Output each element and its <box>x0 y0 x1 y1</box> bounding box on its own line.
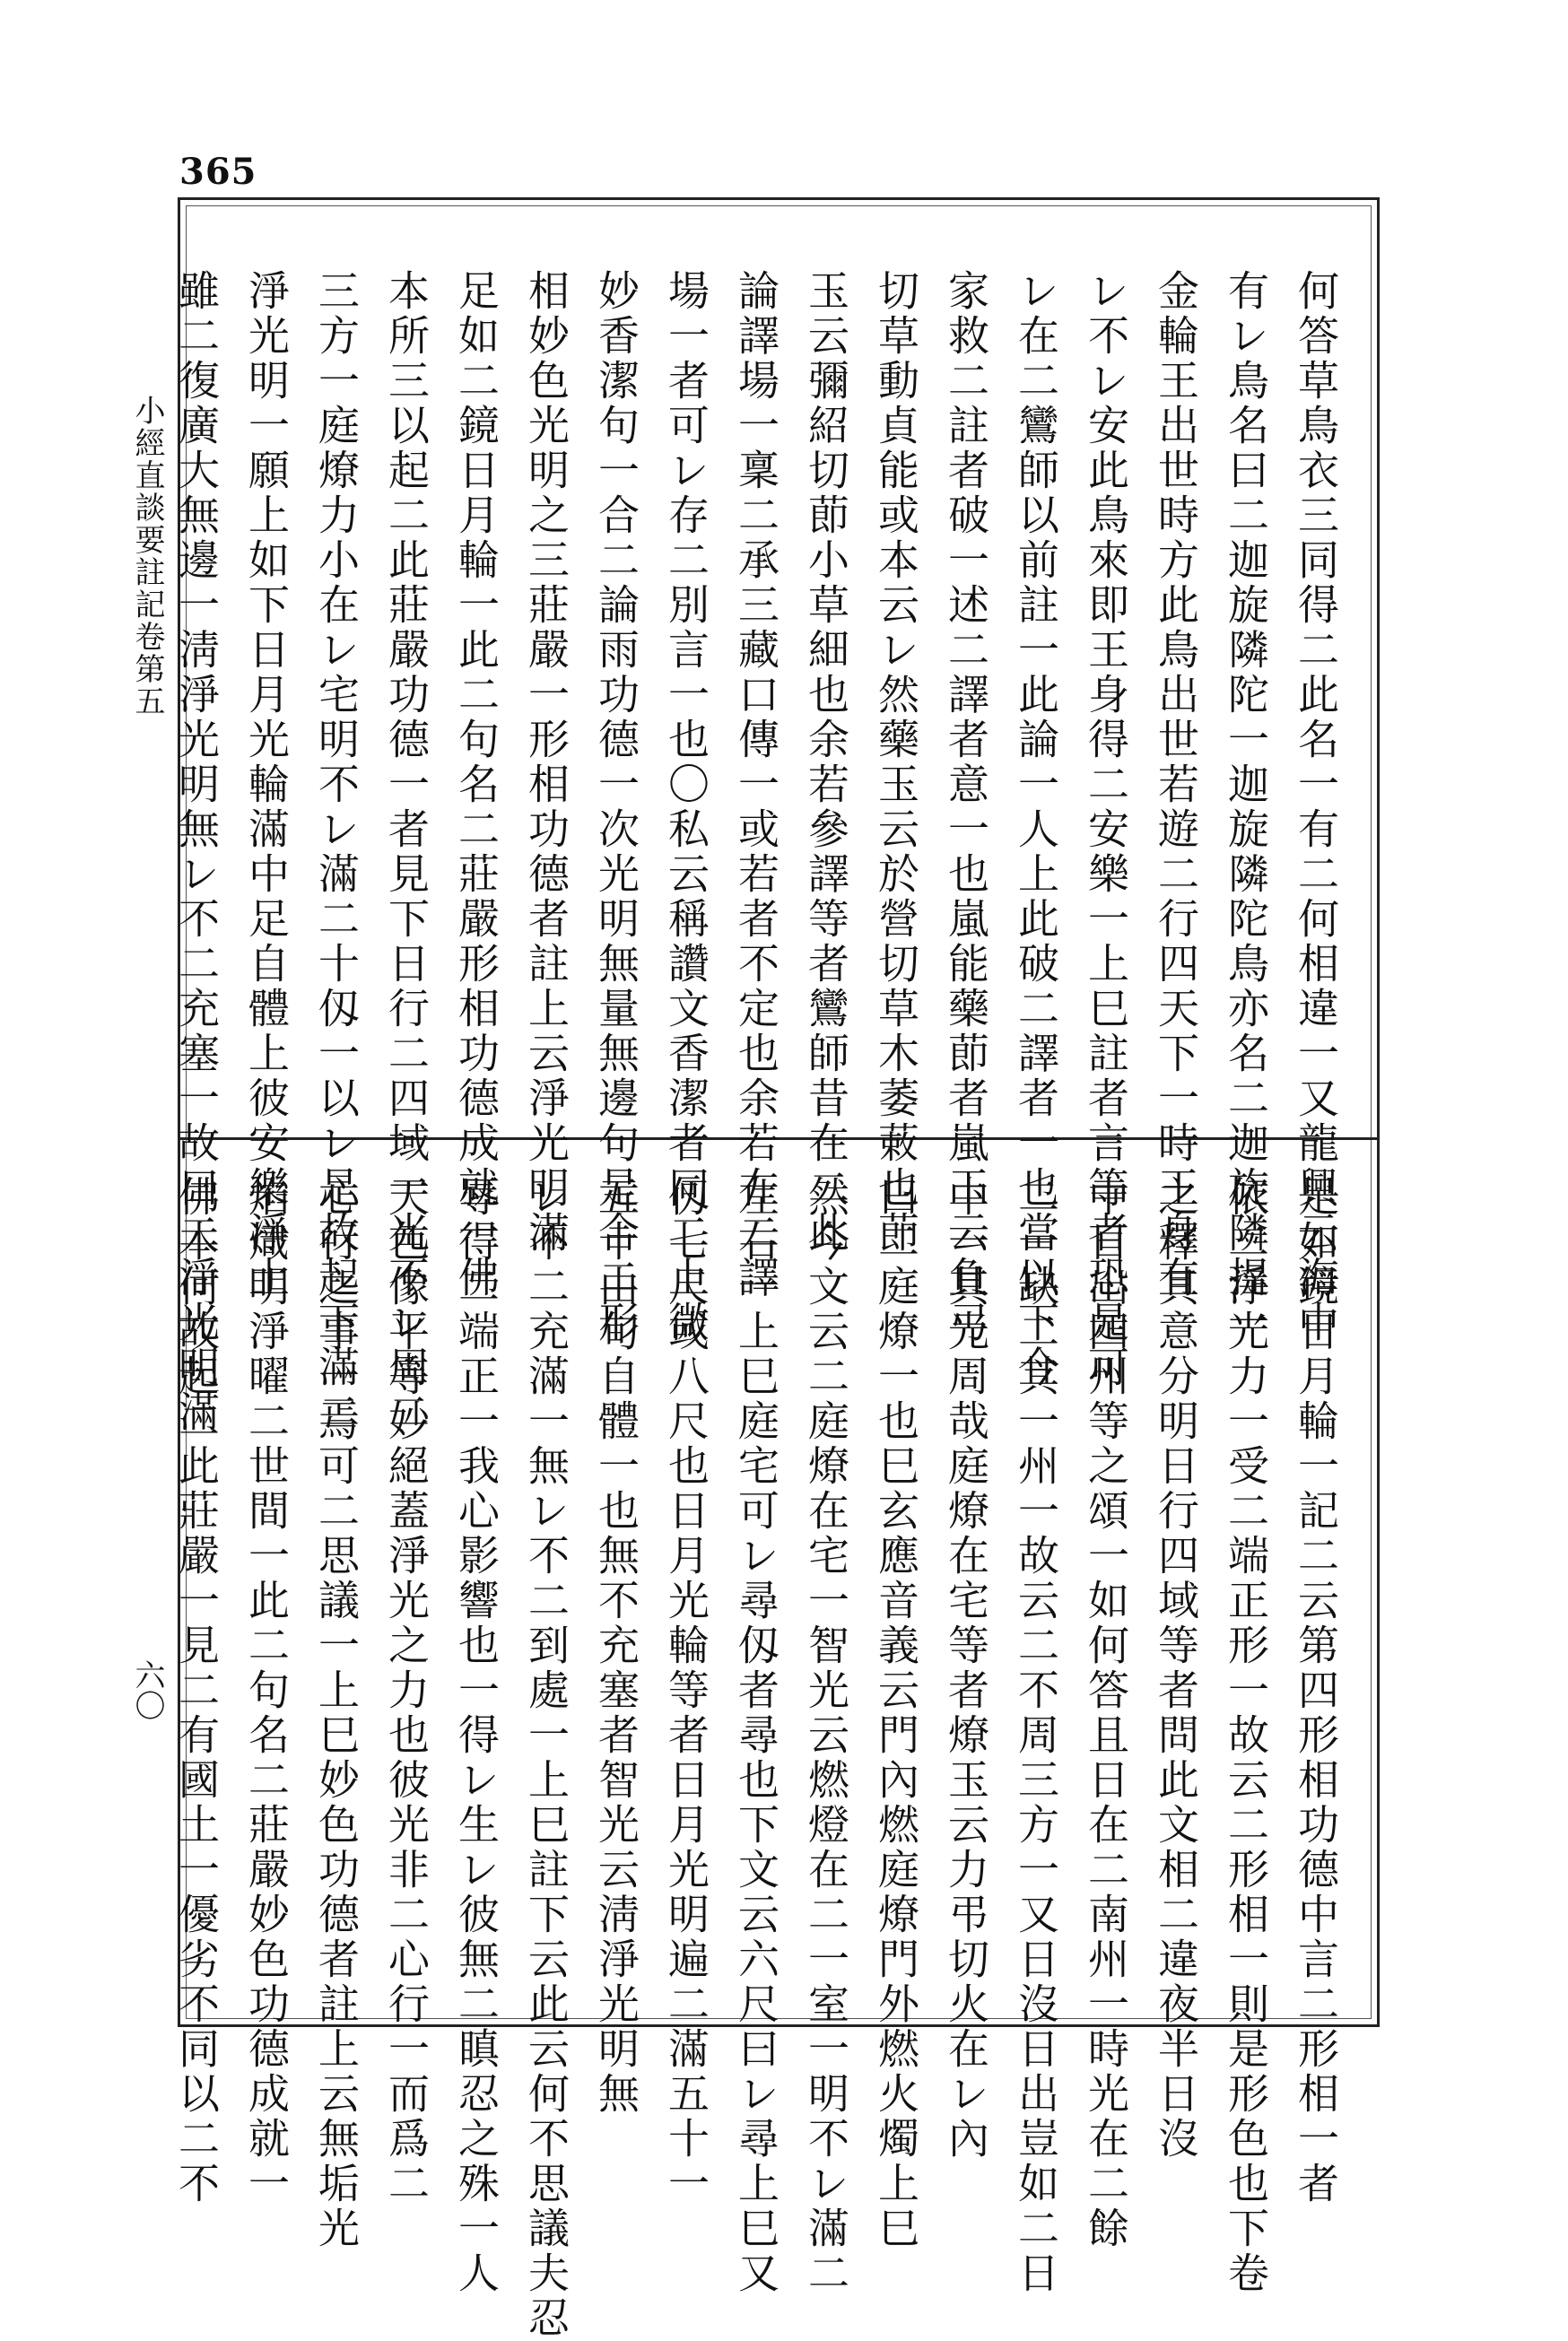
text-column: 之釋其意分明日行四域等者問此文相二違夜半日沒 <box>1152 1175 1200 2162</box>
text-column: 金輪王出世時方此鳥出世若遊二行四天下一時王身有 <box>1152 269 1200 1301</box>
text-column: 中日出四州等之頌一如何答且日在二南州一時光在二餘 <box>1082 1175 1130 2251</box>
text-column: 家救二註者破一述二譯者意一也嵐能藥莭者嵐玉云負弓 <box>942 269 990 1345</box>
text-column: 淨光明一願上如下日月光輪滿中足自體上彼安樂淨土 <box>242 269 291 1301</box>
text-column: 論譯場一稟二承三藏口傳一或若者不定也余若在二譯 <box>732 269 780 1301</box>
folio-number: 六〇 <box>129 1659 165 1720</box>
text-column: 佛本何故起二此莊嚴一見二有國土一優劣不同以二不 <box>172 1175 221 2206</box>
text-column: 雖二復廣大無邊一淸淨光明無レ不二充塞一故曰二淨光明滿 <box>172 269 221 1435</box>
book-title: 小經直談要註記卷第五 <box>129 395 165 718</box>
text-column: 依二淨光力一受二端正形一故云二形相一則是形色也下卷 <box>1222 1175 1270 2296</box>
text-column: 焰熾明淨曜二世間一此二句名二莊嚴妙色功德成就一 <box>242 1175 291 2206</box>
text-column: 心行之事一焉可二思議一上巳妙色功德者註上云無垢光 <box>312 1175 361 2251</box>
text-column: 二一缺二其一州一故云二不周三方一又日沒日出豈如二日 <box>1012 1175 1060 2296</box>
text-column: 天色像平等妙絕蓋淨光之力也彼光非二心行一而爲二 <box>382 1175 431 2206</box>
text-column: 妙香潔句一合二論雨功德一次光明無量無邊句是合二形 <box>592 269 640 1345</box>
text-column: 有レ鳥名曰二迦旋隣陀一迦旋隣陀鳥亦名二迦旋隣提一 <box>1222 269 1270 1345</box>
lower-text-block <box>172 1175 1351 2341</box>
text-column: 中一其光周哉庭燎在宅等者燎玉云力弔切火在レ內 <box>942 1175 990 2162</box>
text-column: 然今文云二庭燎在宅一智光云燃燈在二一室一明不レ滿二 <box>802 1175 850 2296</box>
text-column: 辱得二端正一我心影響也一得レ生レ彼無二瞋忍之殊一人 <box>452 1175 501 2296</box>
text-column: レ在二鸞師以前註一此論一人上此破二譯者一也當以下今 <box>1012 269 1060 1390</box>
upper-text-block <box>172 269 1351 1435</box>
text-column: 足如二鏡日月輪一此二句名二莊嚴形相功德成就一佛 <box>452 269 501 1301</box>
text-column: 左右一上巳庭宅可レ尋仭者尋也下文云六尺曰レ尋上巳又 <box>732 1175 780 2296</box>
text-column: 三方一庭燎力小在レ宅明不レ滿二十仭一以レ是故起下滿二 <box>312 269 361 1435</box>
text-column: 仭七尺或八尺也日月光輪等者日月光明遍二滿五十一 <box>662 1175 710 2206</box>
text-column: 切草動貞能或本云レ然藥玉云於營切草木萎䔩也莭 <box>872 269 920 1256</box>
page-number: 365 <box>179 151 257 193</box>
text-column: 場一者可レ存二別言一也〇私云稱讚文香潔者同二上微 <box>662 269 710 1345</box>
text-column: 何答草鳥衣三同得二此名一有二何相違一又龍興云海中 <box>1292 269 1340 1345</box>
text-column: 玉云彌紹切莭小草細也余若參譯等者鸞師昔在二此 <box>802 269 850 1256</box>
text-column: レ不二充滿一無レ不二到處一上巳註下云此云何不思議夫忍 <box>522 1175 571 2341</box>
text-column: 本所三以起二此莊嚴功德一者見下日行二四域一光不レ周二 <box>382 269 431 1435</box>
text-column: 足如鏡日月輪一記二云第四形相功德中言二形相一者 <box>1292 1175 1340 2206</box>
text-column: 曰二庭燎一也巳玄應音義云門內燃庭燎門外燃火燭上巳 <box>872 1175 920 2251</box>
text-column: レ不レ安此鳥來即王身得二安樂一上巳註者言等者恐是可 <box>1082 269 1130 1390</box>
text-column: 五十由旬自體一也無不充塞者智光云淸淨光明無 <box>592 1175 640 2117</box>
text-column: 相妙色光明之三莊嚴一形相功德者註上云淨光明滿 <box>522 269 571 1256</box>
